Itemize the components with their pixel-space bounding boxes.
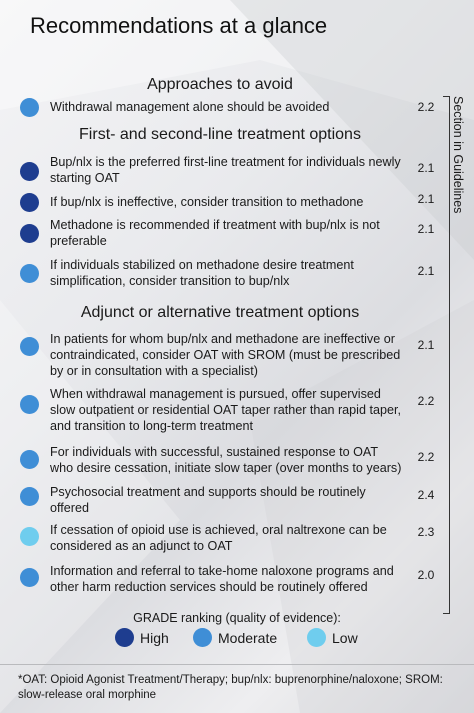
section-number: 2.1 <box>417 192 435 206</box>
grade-dot <box>307 628 326 647</box>
recommendation-text: If individuals stabilized on methadone desire treatment simplification, consider transition to bup/nlx <box>50 258 354 288</box>
section-number: 2.2 <box>417 450 435 464</box>
recommendation-text: If bup/nlx is ineffective, consider transition to methadone <box>50 195 364 209</box>
section-number: 2.2 <box>417 100 435 114</box>
footnote-divider <box>0 664 474 665</box>
section-number: 2.2 <box>417 394 435 408</box>
grade-dot <box>115 628 134 647</box>
recommendation-text: Methadone is recommended if treatment with bup/nlx is not preferable <box>50 218 380 248</box>
grade-dot <box>20 337 39 356</box>
section-heading-avoid: Approaches to avoid <box>147 76 293 93</box>
footnote: *OAT: Opioid Agonist Treatment/Therapy; bup/nlx: buprenorphine/naloxone; SROM: slow-release oral morphine <box>18 674 443 701</box>
grade-dot <box>20 450 39 469</box>
section-number: 2.1 <box>417 222 435 236</box>
grade-dot <box>20 527 39 546</box>
section-number: 2.3 <box>417 525 435 539</box>
recommendation-text: In patients for whom bup/nlx and methadone are ineffective or contraindicated, consider OAT with SROM (must be prescribed by or in consultation with a specialist) <box>50 332 401 378</box>
legend-label: High <box>140 630 169 646</box>
section-heading-adjunct: Adjunct or alternative treatment options <box>80 304 360 321</box>
recommendation-text: When withdrawal management is pursued, offer supervised slow outpatient or residential OAT taper rather than rapid taper, and transition to long-term treatment <box>50 387 401 433</box>
section-number: 2.4 <box>417 488 435 502</box>
page-title: Recommendations at a glance <box>30 13 328 38</box>
section-number: 2.1 <box>417 338 435 352</box>
section-in-guidelines-label: Section in Guidelines <box>451 96 465 214</box>
grade-dot <box>20 162 39 181</box>
section-heading-first-second-line: First- and second-line treatment options <box>79 126 361 143</box>
recommendation-text: Withdrawal management alone should be avoided <box>50 100 330 114</box>
grade-dot <box>20 264 39 283</box>
grade-dot <box>20 224 39 243</box>
recommendation-text: Information and referral to take-home naloxone programs and other harm reduction services should be routinely offered <box>50 564 394 594</box>
grade-dot <box>20 395 39 414</box>
grade-dot <box>20 98 39 117</box>
section-number: 2.1 <box>417 264 435 278</box>
legend-label: Low <box>332 630 358 646</box>
grade-dot <box>193 628 212 647</box>
section-number: 2.0 <box>417 568 435 582</box>
legend-label: Moderate <box>218 630 278 646</box>
grade-dot <box>20 568 39 587</box>
recommendation-text: For individuals with successful, sustained response to OAT who desire cessation, initiate slow taper (over months to years) <box>50 445 402 475</box>
section-number: 2.1 <box>417 161 435 175</box>
grade-legend-title: GRADE ranking (quality of evidence): <box>133 611 341 625</box>
recommendation-text: Bup/nlx is the preferred first-line treatment for individuals newly starting OAT <box>50 155 401 185</box>
recommendation-text: If cessation of opioid use is achieved, oral naltrexone can be considered as an adjunct to OAT <box>50 523 387 553</box>
grade-dot <box>20 193 39 212</box>
recommendation-text: Psychosocial treatment and supports should be routinely offered <box>50 485 366 515</box>
grade-dot <box>20 487 39 506</box>
